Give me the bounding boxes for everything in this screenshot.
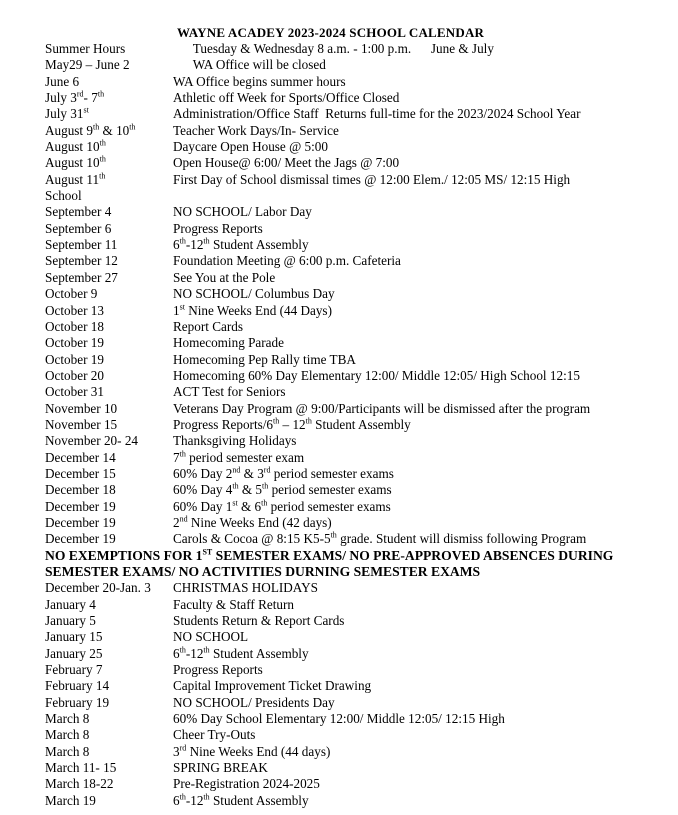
row-event: Progress Reports: [173, 662, 263, 678]
row-event: Tuesday & Wednesday 8 a.m. - 1:00 p.m. June & July: [173, 41, 494, 56]
calendar-row: [45, 678, 665, 694]
calendar-row: [45, 433, 665, 449]
row-event: Athletic off Week for Sports/Office Closed: [173, 90, 400, 106]
calendar-row: [45, 760, 665, 776]
row-event: 60% Day 1st & 6th period semester exams: [173, 498, 391, 514]
calendar-row: [45, 139, 665, 155]
row-date: December 18: [45, 482, 116, 498]
row-event: Report Cards: [173, 318, 243, 334]
notice-text: NO EXEMPTIONS FOR 1ST SEMESTER EXAMS/ NO PRE-APPROVED ABSENCES DURING: [45, 547, 614, 563]
row-date: March 8: [45, 711, 90, 727]
calendar-row: [45, 270, 665, 286]
row-event: WA Office begins summer hours: [173, 73, 346, 89]
row-event: Carols & Cocoa @ 8:15 K5-5th grade. Student will dismiss following Program: [173, 530, 587, 547]
calendar-row: [45, 57, 665, 73]
row-event: NO SCHOOL: [173, 629, 249, 645]
calendar-list: [45, 41, 665, 809]
calendar-row: [45, 597, 665, 613]
calendar-row: [45, 221, 665, 237]
row-event: 60% Day 4th & 5th period semester exams: [173, 481, 392, 498]
row-date: January 15: [45, 629, 103, 645]
row-date: December 19: [45, 531, 116, 547]
calendar-row: [45, 515, 665, 531]
row-event: See You at the Pole: [173, 269, 276, 285]
row-date: August 11th: [45, 171, 106, 187]
calendar-row: [45, 695, 665, 711]
calendar-row: [45, 123, 665, 139]
row-date: March 11- 15: [45, 760, 117, 776]
calendar-row: [45, 531, 665, 547]
calendar-row: [45, 188, 665, 204]
calendar-row: [45, 499, 665, 515]
row-date: December 19: [45, 514, 116, 530]
row-event: 6th-12th Student Assembly: [173, 645, 309, 661]
row-event: 60% Day School Elementary 12:00/ Middle 12:05/ 12:15 High: [173, 711, 505, 727]
row-event: 3rd Nine Weeks End (44 days): [173, 743, 331, 759]
row-event: Open House@ 6:00/ Meet the Jags @ 7:00: [173, 155, 400, 171]
calendar-row: [45, 466, 665, 482]
calendar-row: [45, 74, 665, 90]
row-date: Summer Hours: [45, 41, 126, 56]
calendar-row: [45, 793, 665, 809]
calendar-row: [45, 368, 665, 384]
row-date: December 19: [45, 498, 116, 514]
notice-line: [45, 548, 665, 564]
calendar-row: [45, 613, 665, 629]
row-event: Daycare Open House @ 5:00: [173, 139, 328, 155]
row-event: NO SCHOOL/ Presidents Day: [173, 694, 335, 710]
row-event: 60% Day 2nd & 3rd period semester exams: [173, 465, 394, 481]
row-event: Thanksgiving Holidays: [173, 433, 297, 449]
row-date: October 9: [45, 286, 98, 302]
row-event: Cheer Try-Outs: [173, 727, 256, 743]
calendar-row: [45, 237, 665, 253]
row-date: January 5: [45, 613, 96, 629]
row-event: Administration/Office Staff Returns full-time for the 2023/2024 School Year: [173, 106, 581, 122]
row-event: 2nd Nine Weeks End (42 days): [173, 514, 332, 530]
row-event: 6th-12th Student Assembly: [173, 792, 309, 808]
calendar-title: WAYNE ACADEY 2023-2024 SCHOOL CALENDAR: [177, 25, 485, 40]
row-date: February 19: [45, 694, 110, 710]
row-date: December 15: [45, 465, 116, 481]
row-date: October 19: [45, 335, 104, 351]
row-date: July 3rd- 7th: [45, 89, 105, 106]
row-date: March 8: [45, 743, 90, 759]
row-date: March 18-22: [45, 776, 114, 792]
calendar-row: [45, 450, 665, 466]
row-date: October 13: [45, 302, 104, 318]
row-date: December 14: [45, 449, 116, 465]
row-date: September 11: [45, 237, 118, 253]
row-event: Teacher Work Days/In- Service: [173, 122, 339, 138]
notice-line: [45, 564, 665, 580]
row-date: December 20-Jan. 3: [45, 580, 151, 596]
row-date: August 10th: [45, 155, 106, 171]
calendar-row: [45, 580, 665, 596]
calendar-row: [45, 253, 665, 269]
row-date: October 18: [45, 318, 104, 334]
row-date: September 4: [45, 204, 112, 220]
row-event: NO SCHOOL/ Labor Day: [173, 204, 312, 220]
calendar-row: [45, 155, 665, 171]
row-date: School: [45, 188, 82, 204]
row-date: November 10: [45, 400, 118, 416]
row-date: November 15: [45, 416, 118, 432]
row-date: September 27: [45, 269, 118, 285]
calendar-row: [45, 711, 665, 727]
row-event: Progress Reports/6th – 12th Student Assembly: [173, 416, 411, 432]
calendar-row: [45, 384, 665, 400]
calendar-row: [45, 744, 665, 760]
calendar-row: [45, 41, 665, 57]
row-date: June 6: [45, 73, 80, 89]
calendar-row: [45, 482, 665, 498]
row-event: 1st Nine Weeks End (44 Days): [173, 302, 332, 318]
calendar-row: [45, 646, 665, 662]
row-event: Veterans Day Program @ 9:00/Participants will be dismissed after the program: [173, 400, 591, 416]
row-date: May29 – June 2: [45, 57, 130, 73]
row-event: Students Return & Report Cards: [173, 613, 345, 629]
calendar-row: [45, 106, 665, 122]
row-event: 6th-12th Student Assembly: [173, 236, 309, 253]
row-date: October 20: [45, 367, 104, 383]
row-event: NO SCHOOL/ Columbus Day: [173, 286, 335, 302]
row-event: WA Office will be closed: [173, 57, 326, 73]
calendar-row: [45, 303, 665, 319]
row-date: March 8: [45, 727, 90, 743]
row-event: First Day of School dismissal times @ 12:00 Elem./ 12:05 MS/ 12:15 High: [173, 171, 571, 187]
notice-text: SEMESTER EXAMS/ NO ACTIVITIES DURNING SEMESTER EXAMS: [45, 564, 481, 579]
row-date: February 7: [45, 662, 103, 678]
calendar-row: [45, 172, 665, 188]
row-date: August 9th & 10th: [45, 122, 136, 138]
row-event: Homecoming Parade: [173, 335, 284, 351]
row-date: March 19: [45, 792, 96, 808]
row-date: January 4: [45, 596, 96, 612]
calendar-row: [45, 204, 665, 220]
row-event: Faculty & Staff Return: [173, 596, 294, 612]
calendar-row: [45, 90, 665, 106]
row-event: Homecoming Pep Rally time TBA: [173, 351, 356, 367]
row-date: October 19: [45, 351, 104, 367]
calendar-row: [45, 662, 665, 678]
row-date: January 25: [45, 645, 103, 661]
row-event: Foundation Meeting @ 6:00 p.m. Cafeteria: [173, 253, 401, 269]
calendar-row: [45, 352, 665, 368]
row-event: Pre-Registration 2024-2025: [173, 776, 320, 792]
calendar-row: [45, 319, 665, 335]
calendar-row: [45, 286, 665, 302]
row-date: November 20- 24: [45, 433, 139, 449]
calendar-row: [45, 727, 665, 743]
row-event: Capital Improvement Ticket Drawing: [173, 678, 372, 694]
row-date: July 31st: [45, 105, 89, 122]
calendar-row: [45, 629, 665, 645]
calendar-row: [45, 776, 665, 792]
row-date: September 6: [45, 220, 112, 236]
row-date: February 14: [45, 678, 110, 694]
calendar-row: [45, 335, 665, 351]
row-date: October 31: [45, 384, 104, 400]
row-event: Homecoming 60% Day Elementary 12:00/ Middle 12:05/ High School 12:15: [173, 367, 580, 383]
row-event: SPRING BREAK: [173, 760, 268, 776]
row-event: 7th period semester exam: [173, 449, 305, 465]
calendar-row: [45, 417, 665, 433]
row-event: CHRISTMAS HOLIDAYS: [173, 580, 318, 596]
row-date: August 10th: [45, 138, 106, 155]
row-date: September 12: [45, 253, 118, 269]
row-event: ACT Test for Seniors: [173, 384, 286, 400]
calendar-row: [45, 401, 665, 417]
row-event: Progress Reports: [173, 220, 263, 236]
